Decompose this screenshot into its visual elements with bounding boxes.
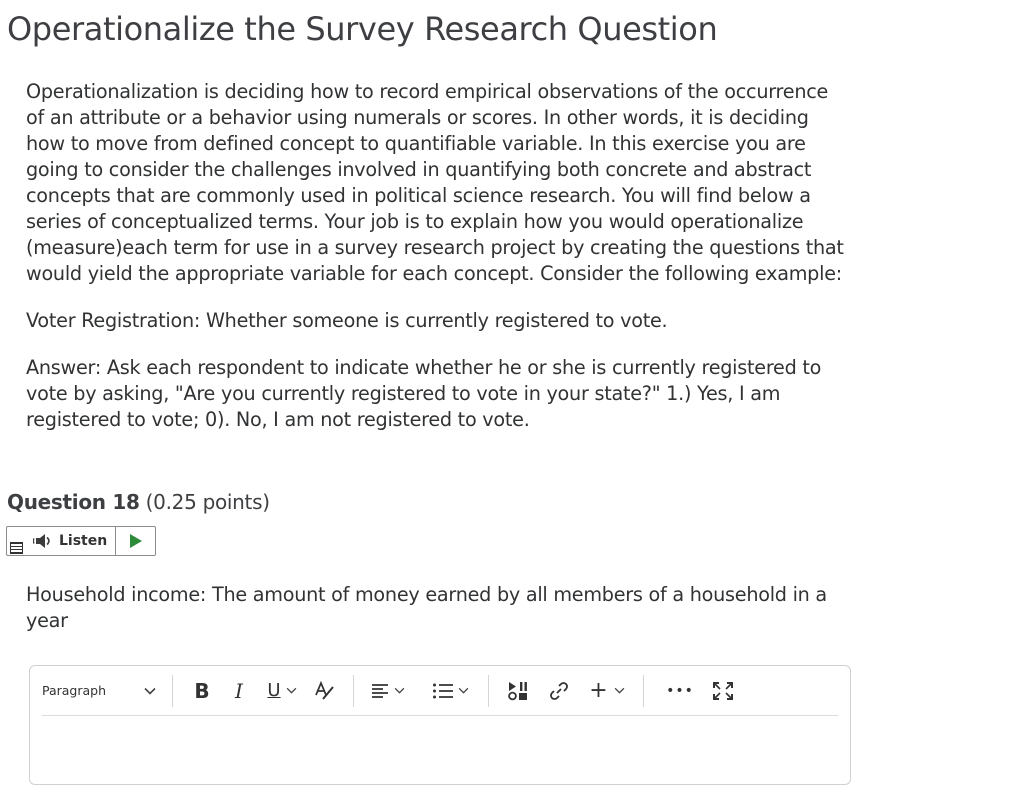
question-number: Question 18: [7, 490, 140, 514]
question-text: Household income: The amount of money earned by all members of a household in a year: [26, 583, 827, 632]
play-icon: [130, 534, 142, 548]
question-header: [7, 490, 270, 514]
listen-widget: [6, 526, 156, 556]
media-icon: [507, 681, 529, 701]
intro-paragraph: Operationalization is deciding how to record empirical observations of the occurrence of an attribute or a behavior using numerals or scores. In other words, it is deciding how to move from defined concept to quantifiable variable. In this exercise you are going to consider the challenges involved in quantifying both concrete and abstract concepts that are commonly used in political science research. You will find below a series of conceptualized terms. Your job is to explain how you would operationalize (measure)each term for use in a survey research project by creating the questions that would yield the appropriate variable for each concept. Consider the following example:: [26, 80, 844, 285]
chevron-down-icon: [394, 687, 405, 694]
block-format-value: Paragraph: [42, 683, 107, 698]
fullscreen-icon: [712, 681, 734, 701]
insert-link-button[interactable]: [537, 675, 581, 707]
instructions: [26, 79, 846, 454]
document-menu-icon[interactable]: [7, 527, 27, 555]
link-icon: [548, 680, 570, 702]
toolbar-divider: [353, 675, 354, 707]
chevron-down-icon: [144, 687, 156, 695]
toolbar-divider: [643, 675, 644, 707]
listen-button[interactable]: [27, 527, 116, 555]
list-icon: [432, 683, 454, 699]
spellcheck-icon: [314, 681, 336, 701]
example-term: Voter Registration: Whether someone is currently registered to vote.: [26, 309, 668, 332]
fullscreen-button[interactable]: [706, 675, 740, 707]
toolbar-divider: [172, 675, 173, 707]
speaker-icon: [33, 533, 53, 549]
underline-label: U: [267, 680, 281, 701]
listen-label: Listen: [59, 533, 108, 549]
toolbar-divider: [488, 675, 489, 707]
list-button[interactable]: [422, 675, 478, 707]
block-format-select[interactable]: [42, 675, 162, 707]
italic-button[interactable]: I: [235, 678, 243, 703]
spellcheck-button[interactable]: [307, 675, 343, 707]
chevron-down-icon: [614, 687, 625, 694]
bold-button[interactable]: B: [194, 678, 210, 703]
chevron-down-icon: [458, 687, 469, 694]
question-points: (0.25 points): [145, 490, 270, 514]
editor-toolbar: [42, 666, 838, 716]
plus-label: +: [589, 678, 608, 703]
align-button[interactable]: [364, 675, 410, 707]
insert-more-button[interactable]: [581, 675, 633, 707]
page-title: Operationalize the Survey Research Question: [7, 10, 718, 48]
chevron-down-icon: [286, 687, 297, 694]
underline-button[interactable]: [257, 675, 307, 707]
insert-media-button[interactable]: [499, 675, 537, 707]
example-answer: Answer: Ask each respondent to indicate whether he or she is currently registered to vote by asking, "Are you currently registered to vote in your state?" 1.) Yes, I am registered to vote; 0). No, I am not registered to vote.: [26, 356, 822, 431]
more-options-button[interactable]: •••: [666, 682, 694, 699]
align-icon: [370, 683, 390, 699]
play-button[interactable]: [116, 527, 155, 555]
answer-editor[interactable]: [29, 665, 851, 785]
